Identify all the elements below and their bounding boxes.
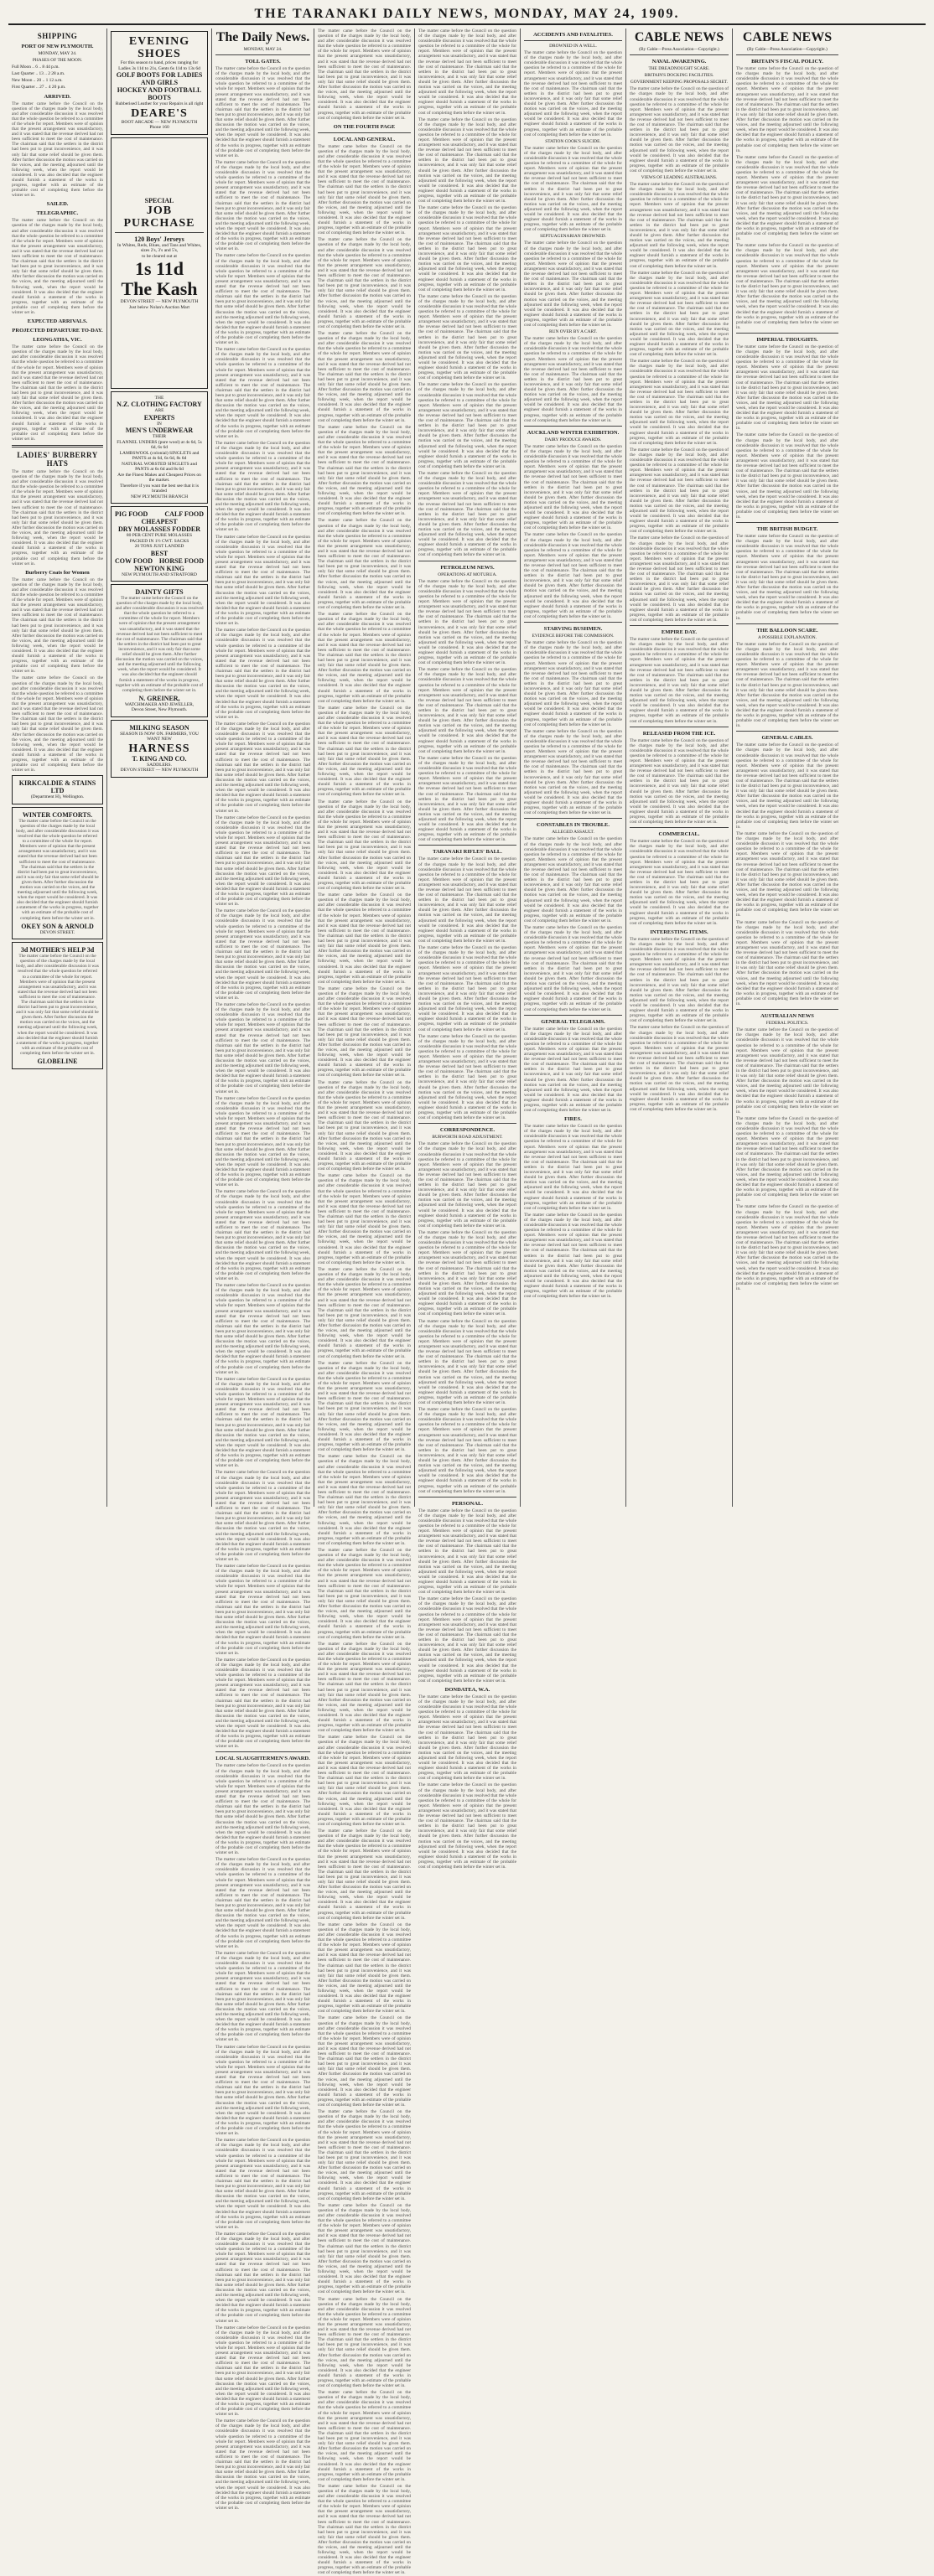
- body-text: The matter came before the Council on the question of the charges made by the local body, and after considerable discussion it was resolved that the whole question be referred to a committee of the whole for report. Members were of opinion that the present arrangement was unsatisfactory, and it was stated that the revenue derived had not been sufficient to meet the cost of maintenance. The chairman said that the settlers in the district had been put to great inconvenience, and it was only fair that some relief should be given them. After further discussion the motion was carried on the voices, and the meeting adjourned until the following week, when the report would be considered. It was also decided that the engineer should furnish a statement of the works in progress, together with an estimate of the probable cost of completing them before the winter set in.: [215, 66, 310, 158]
- body-text: The matter came before the Council on the question of the charges made by the local body, and after considerable discussion it was resolved that the whole question be referred to a committee of the whole for report. Members were of opinion that the present arrangement was unsatisfactory, and it was stated that the revenue derived had not been sufficient to meet the cost of maintenance. The chairman said that the settlers in the district had been put to great inconvenience, and it was only fair that some relief should be given them. After further discussion the motion was carried on the voices, and the meeting adjourned until the following week, when the report would be considered. It was also decided that the engineer should furnish a statement of the works in progress, together with an estimate of the probable cost of completing them before the winter set in.: [418, 1596, 516, 1684]
- accidents-heading: ACCIDENTS AND FATALITIES.: [533, 32, 613, 38]
- leongatha-heading: LEONGATHA, VIC.: [33, 337, 82, 344]
- newton-king: NEWTON KING: [134, 564, 184, 572]
- body-text: The matter came before the Council on the question of the charges made by the local body, and after considerable discussion it was resolved that the whole question be referred to a committee of the whole for report. Members were of opinion that the present arrangement was unsatisfactory, and it was stated that the revenue derived had not been sufficient to meet the cost of maintenance. The chairman said that the settlers in the district had been put to great inconvenience, and it was only fair that some relief should be given them. After further discussion the motion was carried on the voices, and the meeting adjourned until the following week, when the report would be considered. It was also decided that the engineer should furnish a statement of the works in progress, together with an estimate of the probable cost of completing them before the winter set in.: [418, 578, 516, 666]
- column-cable-2: [733, 28, 842, 1507]
- body-text: The matter came before the Council on the question of the charges made by the local body, and after considerable discussion it was resolved that the whole question be referred to a committee of the whole for report. Members were of opinion that the present arrangement was unsatisfactory, and it was stated that the revenue derived had not been sufficient to meet the cost of maintenance. The chairman said that the settlers in the district had been put to great inconvenience, and it was only fair that some relief should be given them. After further discussion the motion was carried on the voices, and the meeting adjourned until the following week, when the report would be considered. It was also decided that the engineer should furnish a statement of the works in progress, together with an estimate of the probable cost of completing them before the winter set in.: [418, 667, 516, 754]
- body-text: The matter came before the Council on the question of the charges made by the local body, and after considerable discussion it was resolved that the whole question be referred to a committee of the whole for report. Members were of opinion that the present arrangement was unsatisfactory, and it was stated that the revenue derived had not been sufficient to meet the cost of maintenance. The chairman said that the settlers in the district had been put to great inconvenience, and it was only fair that some relief should be given them. After further discussion the motion was carried on the voices, and the meeting adjourned until the following week, when the report would be considered. It was also decided that the engineer should furnish a statement of the works in progress, together with an estimate of the probable cost of completing them before the winter set in.: [418, 1694, 516, 1782]
- editorial-date: MONDAY, MAY 24.: [243, 47, 283, 52]
- toll-gates-heading: TOLL GATES.: [245, 59, 281, 65]
- body-text: The matter came before the Council on the question of the charges made by the local body, and after considerable discussion it was resolved that the whole question be referred to a committee of the whole for report. Members were of opinion that the present arrangement was unsatisfactory, and it was stated that the revenue derived had not been sufficient to meet the cost of maintenance. The chairman said that the settlers in the district had been put to great inconvenience, and it was only fair that some relief should be given them. After further discussion the motion was carried on the voices, and the meeting adjourned until the following week, when the report would be considered. It was also decided that the engineer should furnish a statement of the works in progress, together with an estimate of the probable cost of completing them before the winter set in.: [318, 2202, 411, 2295]
- body-text: The matter came before the Council on the question of the charges made by the local body, and after considerable discussion it was resolved that the whole question be referred to a committee of the whole for report. Members were of opinion that the present arrangement was unsatisfactory, and it was stated that the revenue derived had not been sufficient to meet the cost of maintenance. The chairman said that the settlers in the district had been put to great inconvenience, and it was only fair that some relief should be given them. After further discussion the motion was carried on the voices, and the meeting adjourned until the following week, when the report would be considered. It was also decided that the engineer should furnish a statement of the works in progress, together with an estimate of the probable cost of completing them before the winter set in.: [318, 1266, 411, 1359]
- okey-sub: DEVON STREET.: [39, 929, 75, 935]
- body-text: The matter came before the Council on the question of the charges made by the local body, and after considerable discussion it was resolved that the whole question be referred to a committee of the whole for report. Members were of opinion that the present arrangement was unsatisfactory, and it was stated that the revenue derived had not been sufficient to meet the cost of maintenance. The chairman said that the settlers in the district had been put to great inconvenience, and it was only fair that some relief should be given them. After further discussion the motion was carried on the voices, and the meeting adjourned until the following week, when the report would be considered. It was also decided that the engineer should furnish a statement of the works in progress, together with an estimate of the probable cost of completing them before the winter set in.: [215, 2231, 310, 2324]
- fires-heading: FIRES.: [564, 1116, 582, 1123]
- body-text: The matter came before the Council on the question of the charges made by the local body, and after considerable discussion it was resolved that the whole question be referred to a committee of the whole for report. Members were of opinion that the present arrangement was unsatisfactory, and it was stated that the revenue derived had not been sufficient to meet the cost of maintenance. The chairman said that the settlers in the district had been put to great inconvenience, and it was only fair that some relief should be given them. After further discussion the motion was carried on the voices, and the meeting adjourned until the following week, when the report would be considered. It was also decided that the engineer should furnish a statement of the works in progress, together with an estimate of the probable cost of completing them before the winter set in.: [215, 1095, 310, 1188]
- divider: [418, 845, 516, 846]
- septuagenarian-sub: SEPTUAGENARIAN DROWNED.: [540, 234, 606, 240]
- body-text: The matter came before the Council on the question of the charges made by the local body, and after considerable discussion it was resolved that the whole question be referred to a committee of the whole for report. Members were of opinion that the present arrangement was unsatisfactory, and it was stated that the revenue derived had not been sufficient to meet the cost of maintenance. The chairman said that the settlers in the district had been put to great inconvenience, and it was only fair that some relief should be given them. After further discussion the motion was carried on the voices, and the meeting adjourned until the following week, when the report would be considered. It was also decided that the engineer should furnish a statement of the works in progress, together with an estimate of the probable cost of completing them before the winter set in.: [630, 447, 729, 535]
- starving-heading: STARVING BUSHMEN.: [543, 626, 603, 633]
- body-text: The matter came before the Council on the question of the charges made by the local body, and after considerable discussion it was resolved that the whole question be referred to a committee of the whole for report. Members were of opinion that the present arrangement was unsatisfactory, and it was stated that the revenue derived had not been sufficient to meet the cost of maintenance. The chairman said that the settlers in the district had been put to great inconvenience, and it was only fair that some relief should be given them. After further discussion the motion was carried on the voices, and the meeting adjourned until the following week, when the report would be considered. It was also decided that the engineer should furnish a statement of the works in progress, together with an estimate of the probable cost of completing them before the winter set in.: [736, 1204, 838, 1291]
- body-text: The matter came before the Council on the question of the charges made by the local body, and after considerable discussion it was resolved that the whole question be referred to a committee of the whole for report. Members were of opinion that the present arrangement was unsatisfactory, and it was stated that the revenue derived had not been sufficient to meet the cost of maintenance. The chairman said that the settlers in the district had been put to great inconvenience, and it was only fair that some relief should be given them. After further discussion the motion was carried on the voices, and the meeting adjourned until the following week, when the report would be considered. It was also decided that the engineer should furnish a statement of the works in progress, together with an estimate of the probable cost of completing them before the winter set in.: [318, 1360, 411, 1453]
- body-text: The matter came before the Council on the question of the charges made by the local body, and after considerable discussion it was resolved that the whole question be referred to a committee of the whole for report. Members were of opinion that the present arrangement was unsatisfactory, and it was stated that the revenue derived had not been sufficient to meet the cost of maintenance. The chairman said that the settlers in the district had been put to great inconvenience, and it was only fair that some relief should be given them. After further discussion the motion was carried on the voices, and the meeting adjourned until the following week, when the report would be considered. It was also decided that the engineer should furnish a statement of the works in progress, together with an estimate of the probable cost of completing them before the winter set in.: [318, 612, 411, 704]
- body-text: The matter came before the Council on the question of the charges made by the local body, and after considerable discussion it was resolved that the whole question be referred to a committee of the whole for report. Members were of opinion that the present arrangement was unsatisfactory, and it was stated that the revenue derived had not been sufficient to meet the cost of maintenance. The chairman said that the settlers in the district had been put to great inconvenience, and it was only fair that some relief should be given them. After further discussion the motion was carried on the voices, and the meeting adjourned until the following week, when the report would be considered. It was also decided that the engineer should furnish a statement of the works in progress, together with an estimate of the probable cost of completing them before the winter set in.: [115, 596, 204, 693]
- general-telegrams-heading: GENERAL TELEGRAMS.: [541, 1018, 605, 1025]
- divider: [12, 445, 103, 447]
- divider: [736, 623, 838, 624]
- column-shipping: [8, 28, 107, 1507]
- body-text: The matter came before the Council on the question of the charges made by the local body, and after considerable discussion it was resolved that the whole question be referred to a committee of the whole for report. Members were of opinion that the present arrangement was unsatisfactory, and it was stated that the revenue derived had not been sufficient to meet the cost of maintenance. The chairman said that the settlers in the district had been put to great inconvenience, and it was only fair that some relief should be given them. After further discussion the motion was carried on the voices, and the meeting adjourned until the following week, when the report would be considered. It was also decided that the engineer should furnish a statement of the works in progress, together with an estimate of the probable cost of completing them before the winter set in.: [418, 470, 516, 558]
- body-text: The matter came before the Council on the question of the charges made by the local body, and after considerable discussion it was resolved that the whole question be referred to a committee of the whole for report. Members were of opinion that the present arrangement was unsatisfactory, and it was stated that the revenue derived had not been sufficient to meet the cost of maintenance. The chairman said that the settlers in the district had been put to great inconvenience, and it was only fair that some relief should be given them. After further discussion the motion was carried on the voices, and the meeting adjourned until the following week, when the report would be considered. It was also decided that the engineer should furnish a statement of the works in progress, together with an estimate of the probable cost of completing them before the winter set in.: [524, 728, 622, 816]
- body-text: The matter came before the Council on the question of the charges made by the local body, and after considerable discussion it was resolved that the whole question be referred to a committee of the whole for report. Members were of opinion that the present arrangement was unsatisfactory, and it was stated that the revenue derived had not been sufficient to meet the cost of maintenance. The chairman said that the settlers in the district had been put to great inconvenience, and it was only fair that some relief should be given them. After further discussion the motion was carried on the voices, and the meeting adjourned until the following week, when the report would be considered. It was also decided that the engineer should furnish a statement of the works in progress, together with an estimate of the probable cost of completing them before the winter set in.: [736, 830, 838, 918]
- saddlers: SADDLERS.: [147, 762, 172, 768]
- body-text: The matter came before the Council on the question of the charges made by the local body, and after considerable discussion it was resolved that the whole question be referred to a committee of the whole for report. Members were of opinion that the present arrangement was unsatisfactory, and it was stated that the revenue derived had not been sufficient to meet the cost of maintenance. The chairman said that the settlers in the district had been put to great inconvenience, and it was only fair that some relief should be given them. After further discussion the motion was carried on the voices, and the meeting adjourned until the following week, when the report would be considered. It was also decided that the engineer should furnish a statement of the works in progress, together with an estimate of the probable cost of completing them before the winter set in.: [630, 182, 729, 269]
- auckland-heading: AUCKLAND WINTER EXHIBITION.: [527, 429, 620, 436]
- boot-arcade: BOOT ARCADE — NEW PLYMOUTH: [121, 119, 198, 125]
- local-general-heading: LOCAL AND GENERAL.: [333, 136, 396, 142]
- telegraphic-heading: TELEGRAPHIC.: [36, 210, 79, 217]
- body-text: The matter came before the Council on the question of the charges made by the local body, and after considerable discussion it was resolved that the whole question be referred to a committee of the whole for report. Members were of opinion that the present arrangement was unsatisfactory, and it was stated that the revenue derived had not been sufficient to meet the cost of maintenance. The chairman said that the settlers in the district had been put to great inconvenience, and it was only fair that some relief should be given them. After further discussion the motion was carried on the voices, and the meeting adjourned until the following week, when the report would be considered. It was also decided that the engineer should furnish a statement of the works in progress, together with an estimate of the probable cost of completing them before the winter set in.: [418, 856, 516, 944]
- body-text: The matter came before the Council on the question of the charges made by the local body, and after considerable discussion it was resolved that the whole question be referred to a committee of the whole for report. Members were of opinion that the present arrangement was unsatisfactory, and it was stated that the revenue derived had not been sufficient to meet the cost of maintenance. The chairman said that the settlers in the district had been put to great inconvenience, and it was only fair that some relief should be given them. After further discussion the motion was carried on the voices, and the meeting adjourned until the following week, when the report would be considered. It was also decided that the engineer should furnish a statement of the works in progress, together with an estimate of the probable cost of completing them before the winter set in.: [736, 154, 838, 242]
- finest-line: Are the Finest Makes and Cheapest Prices on the market.: [117, 472, 201, 483]
- body-text: The matter came before the Council on the question of the charges made by the local body, and after considerable discussion it was resolved that the whole question be referred to a committee of the whole for report. Members were of opinion that the present arrangement was unsatisfactory, and it was stated that the revenue derived had not been sufficient to meet the cost of maintenance. The chairman said that the settlers in the district had been put to great inconvenience, and it was only fair that some relief should be given them. After further discussion the motion was carried on the voices, and the meeting adjourned until the following week, when the report would be considered. It was also decided that the engineer should furnish a statement of the works in progress, together with an estimate of the probable cost of completing them before the winter set in.: [524, 925, 622, 1012]
- body-text: The matter came before the Council on the question of the charges made by the local body, and after considerable discussion it was resolved that the whole question be referred to a committee of the whole for report. Members were of opinion that the present arrangement was unsatisfactory, and it was stated that the revenue derived had not been sufficient to meet the cost of maintenance. The chairman said that the settlers in the district had been put to great inconvenience, and it was only fair that some relief should be given them. After further discussion the motion was carried on the voices, and the meeting adjourned until the following week, when the report would be considered. It was also decided that the engineer should furnish a statement of the works in progress, together with an estimate of the probable cost of completing them before the winter set in.: [318, 1173, 411, 1265]
- molasses-ad: [111, 506, 208, 582]
- body-text: The matter came before the Council on the question of the charges made by the local body, and after considerable discussion it was resolved that the whole question be referred to a committee of the whole for report. Members were of opinion that the present arrangement was unsatisfactory, and it was stated that the revenue derived had not been sufficient to meet the cost of maintenance. The chairman said that the settlers in the district had been put to great inconvenience, and it was only fair that some relief should be given them. After further discussion the motion was carried on the voices, and the meeting adjourned until the following week, when the report would be considered. It was also decided that the engineer should furnish a statement of the works in progress, together with an estimate of the probable cost of completing them before the winter set in.: [736, 344, 838, 432]
- moon-phases: PHASES OF THE MOON.: [32, 58, 83, 64]
- body-text: The matter came before the Council on the question of the charges made by the local body, and after considerable discussion it was resolved that the whole question be referred to a committee of the whole for report. Members were of opinion that the present arrangement was unsatisfactory, and it was stated that the revenue derived had not been sufficient to meet the cost of maintenance. The chairman said that the settlers in the district had been put to great inconvenience, and it was only fair that some relief should be given them. After further discussion the motion was carried on the voices, and the meeting adjourned until the following week, when the report would be considered. It was also decided that the engineer should furnish a statement of the works in progress, together with an estimate of the probable cost of completing them before the winter set in.: [215, 347, 310, 439]
- views-sub: VIEWS OF LEADING AUSTRALIANS.: [641, 174, 718, 180]
- body-text: The matter came before the Council on the question of the charges made by the local body, and after considerable discussion it was resolved that the whole question be referred to a committee of the whole for report. Members were of opinion that the present arrangement was unsatisfactory, and it was stated that the revenue derived had not been sufficient to meet the cost of maintenance. The chairman said that the settlers in the district had been put to great inconvenience, and it was only fair that some relief should be given them. After further discussion the motion was carried on the voices, and the meeting adjourned until the following week, when the report would be considered. It was also decided that the engineer should furnish a statement of the works in progress, together with an estimate of the probable cost of completing them before the winter set in.: [524, 145, 622, 233]
- body-text: The matter came before the Council on the question of the charges made by the local body, and after considerable discussion it was resolved that the whole question be referred to a committee of the whole for report. Members were of opinion that the present arrangement was unsatisfactory, and it was stated that the revenue derived had not been sufficient to meet the cost of maintenance. The chairman said that the settlers in the district had been put to great inconvenience, and it was only fair that some relief should be given them. After further discussion the motion was carried on the voices, and the meeting adjourned until the following week, when the report would be considered. It was also decided that the engineer should furnish a statement of the works in progress, together with an estimate of the probable cost of completing them before the winter set in.: [318, 143, 411, 236]
- milking-season: MILKING SEASON: [129, 723, 189, 732]
- mothers-help-ad: [12, 942, 103, 1069]
- date-line: MONDAY, MAY 24.: [38, 51, 77, 56]
- evening-shoes-title: EVENING SHOES: [128, 35, 190, 60]
- divider: [524, 40, 622, 41]
- winter-heading: WINTER COMFORTS.: [22, 810, 93, 819]
- divider: [215, 1751, 310, 1752]
- kirkcaldie-ad: [12, 775, 103, 804]
- body-text: The matter came before the Council on the question of the charges made by the local body, and after considerable discussion it was resolved that the whole question be referred to a committee of the whole for report. Members were of opinion that the present arrangement was unsatisfactory, and it was stated that the revenue derived had not been sufficient to meet the cost of maintenance. The chairman said that the settlers in the district had been put to great inconvenience, and it was only fair that some relief should be given them. After further discussion the motion was carried on the voices, and the meeting adjourned until the following week, when the report would be considered. It was also decided that the engineer should furnish a statement of the works in progress, together with an estimate of the probable cost of completing them before the winter set in.: [524, 1124, 622, 1211]
- petroleum-heading: PETROLEUM NEWS.: [440, 564, 495, 571]
- body-text: The matter came before the Council on the question of the charges made by the local body, and after considerable discussion it was resolved that the whole question be referred to a committee of the whole for report. Members were of opinion that the present arrangement was unsatisfactory, and it was stated that the revenue derived had not been sufficient to meet the cost of maintenance. The chairman said that the settlers in the district had been put to great inconvenience, and it was only fair that some relief should be given them. After further discussion the motion was carried on the voices, and the meeting adjourned until the following week, when the report would be considered. It was also decided that the engineer should furnish a statement of the works in progress, together with an estimate of the probable cost of completing them before the winter set in.: [318, 799, 411, 892]
- divider: [630, 827, 729, 828]
- balloon-heading: THE BALLOON SCARE.: [756, 627, 818, 634]
- deare-name: DEARE'S: [131, 106, 188, 120]
- body-text: The matter came before the Council on the question of the charges made by the local body, and after considerable discussion it was resolved that the whole question be referred to a committee of the whole for report. Members were of opinion that the present arrangement was unsatisfactory, and it was stated that the revenue derived had not been sufficient to meet the cost of maintenance. The chairman said that the settlers in the district had been put to great inconvenience, and it was only fair that some relief should be given them. After further discussion the motion was carried on the voices, and the meeting adjourned until the following week, when the report would be considered. It was also decided that the engineer should furnish a statement of the works in progress, together with an estimate of the probable cost of completing them before the winter set in.: [318, 518, 411, 611]
- body-text: The matter came before the Council on the question of the charges made by the local body, and after considerable discussion it was resolved that the whole question be referred to a committee of the whole for report. Members were of opinion that the present arrangement was unsatisfactory, and it was stated that the revenue derived had not been sufficient to meet the cost of maintenance. The chairman said that the settlers in the district had been put to great inconvenience, and it was only fair that some relief should be given them. After further discussion the motion was carried on the voices, and the meeting adjourned until the following week, when the report would be considered. It was also decided that the engineer should furnish a statement of the works in progress, together with an estimate of the probable cost of completing them before the winter set in.: [736, 534, 838, 621]
- body-text: The matter came before the Council on the question of the charges made by the local body, and after considerable discussion it was resolved that the whole question be referred to a committee of the whole for report. Members were of opinion that the present arrangement was unsatisfactory, and it was stated that the revenue derived had not been sufficient to meet the cost of maintenance. The chairman said that the settlers in the district had been put to great inconvenience, and it was only fair that some relief should be given them. After further discussion the motion was carried on the voices, and the meeting adjourned until the following week, when the report would be considered. It was also decided that the engineer should furnish a statement of the works in progress, together with an estimate of the probable cost of completing them before the winter set in.: [736, 1027, 838, 1115]
- body-text: The matter came before the Council on the question of the charges made by the local body, and after considerable discussion it was resolved that the whole question be referred to a committee of the whole for report. Members were of opinion that the present arrangement was unsatisfactory, and it was stated that the revenue derived had not been sufficient to meet the cost of maintenance. The chairman said that the settlers in the district had been put to great inconvenience, and it was only fair that some relief should be given them. After further discussion the motion was carried on the voices, and the meeting adjourned until the following week, when the report would be considered. It was also decided that the engineer should furnish a statement of the works in progress, together with an estimate of the probable cost of completing them before the winter set in.: [215, 815, 310, 908]
- body-text: The matter came before the Council on the question of the charges made by the local body, and after considerable discussion it was resolved that the whole question be referred to a committee of the whole for report. Members were of opinion that the present arrangement was unsatisfactory, and it was stated that the revenue derived had not been sufficient to meet the cost of maintenance. The chairman said that the settlers in the district had been put to great inconvenience, and it was only fair that some relief should be given them. After further discussion the motion was carried on the voices, and the meeting adjourned until the following week, when the report would be considered. It was also decided that the engineer should furnish a statement of the works in progress, together with an estimate of the probable cost of completing them before the winter set in.: [12, 577, 103, 675]
- okey-name: OKEY SON & ARNOLD: [21, 922, 94, 930]
- dairy-sub: DAIRY PRODUCE AWARDS.: [544, 437, 602, 442]
- body-text: The matter came before the Council on the question of the charges made by the local body, and after considerable discussion it was resolved that the whole question be referred to a committee of the whole for report. Members were of opinion that the present arrangement was unsatisfactory, and it was stated that the revenue derived had not been sufficient to meet the cost of maintenance. The chairman said that the settlers in the district had been put to great inconvenience, and it was only fair that some relief should be given them. After further discussion the motion was carried on the voices, and the meeting adjourned until the following week, when the report would be considered. It was also decided that the engineer should furnish a statement of the works in progress, together with an estimate of the probable cost of completing them before the winter set in.: [318, 892, 411, 985]
- nz-their: THEIR: [152, 434, 167, 439]
- divider: [736, 1009, 838, 1010]
- kirkcaldie-name: KIRKCALDIE & STAINS LTD: [18, 779, 96, 795]
- greiner-address: Devon Street, New Plymouth.: [131, 707, 188, 713]
- body-text: The matter came before the Council on the question of the charges made by the local body, and after considerable discussion it was resolved that the whole question be referred to a committee of the whole for report. Members were of opinion that the present arrangement was unsatisfactory, and it was stated that the revenue derived had not been sufficient to meet the cost of maintenance. The chairman said that the settlers in the district had been put to great inconvenience, and it was only fair that some relief should be given them. After further discussion the motion was carried on the voices, and the meeting adjourned until the following week, when the report would be considered. It was also decided that the engineer should furnish a statement of the works in progress, together with an estimate of the probable cost of completing them before the winter set in.: [630, 270, 729, 358]
- molasses-sub: 80 PER CENT PURE MOLASSES: [126, 533, 193, 538]
- tons: 20 TONS JUST LANDED: [134, 544, 184, 549]
- body-text: The matter came before the Council on the question of the charges made by the local body, and after considerable discussion it was resolved that the whole question be referred to a committee of the whole for report. Members were of opinion that the present arrangement was unsatisfactory, and it was stated that the revenue derived had not been sufficient to meet the cost of maintenance. The chairman said that the settlers in the district had been put to great inconvenience, and it was only fair that some relief should be given them. After further discussion the motion was carried on the voices, and the meeting adjourned until the following week, when the report would be considered. It was also decided that the engineer should furnish a statement of the works in progress, together with an estimate of the probable cost of completing them before the winter set in.: [524, 50, 622, 137]
- globeline: GLOBELINE: [37, 1058, 78, 1065]
- body-text: The matter came before the Council on the question of the charges made by the local body, and after considerable discussion it was resolved that the whole question be referred to a committee of the whole for report. Members were of opinion that the present arrangement was unsatisfactory, and it was stated that the revenue derived had not been sufficient to meet the cost of maintenance. The chairman said that the settlers in the district had been put to great inconvenience, and it was only fair that some relief should be given them. After further discussion the motion was carried on the voices, and the meeting adjourned until the following week, when the report would be considered. It was also decided that the engineer should furnish a statement of the works in progress, together with an estimate of the probable cost of completing them before the winter set in.: [630, 839, 729, 926]
- body-text: The matter came before the Council on the question of the charges made by the local body, and after considerable discussion it was resolved that the whole question be referred to a committee of the whole for report. Members were of opinion that the present arrangement was unsatisfactory, and it was stated that the revenue derived had not been sufficient to meet the cost of maintenance. The chairman said that the settlers in the district had been put to great inconvenience, and it was only fair that some relief should be given them. After further discussion the motion was carried on the voices, and the meeting adjourned until the following week, when the report would be considered. It was also decided that the engineer should furnish a statement of the works in progress, together with an estimate of the probable cost of completing them before the winter set in.: [318, 1922, 411, 2015]
- column-local: [314, 28, 415, 2576]
- body-text: The matter came before the Council on the question of the charges made by the local body, and after considerable discussion it was resolved that the whole question be referred to a committee of the whole for report. Members were of opinion that the present arrangement was unsatisfactory, and it was stated that the revenue derived had not been sufficient to meet the cost of maintenance. The chairman said that the settlers in the district had been put to great inconvenience, and it was only fair that some relief should be given them. After further discussion the motion was carried on the voices, and the meeting adjourned until the following week, when the report would be considered. It was also decided that the engineer should furnish a statement of the works in progress, together with an estimate of the probable cost of completing them before the winter set in.: [524, 336, 622, 423]
- evidence-sub: EVIDENCE BEFORE THE COMMISSION.: [532, 634, 615, 639]
- branch-line: NEW PLYMOUTH BRANCH: [130, 494, 189, 499]
- body-text: The matter came before the Council on the question of the charges made by the local body, and after considerable discussion it was resolved that the whole question be referred to a committee of the whole for report. Members were of opinion that the present arrangement was unsatisfactory, and it was stated that the revenue derived had not been sufficient to meet the cost of maintenance. The chairman said that the settlers in the district had been put to great inconvenience, and it was only fair that some relief should be given them. After further discussion the motion was carried on the voices, and the meeting adjourned until the following week, when the report would be considered. It was also decided that the engineer should furnish a statement of the works in progress, together with an estimate of the probable cost of completing them before the winter set in.: [215, 1950, 310, 2043]
- divider: [736, 333, 838, 334]
- newton-sub: NEW PLYMOUTH AND STRATFORD: [122, 572, 197, 577]
- special-line: SPECIAL: [144, 196, 174, 204]
- body-text: The matter came before the Council on the question of the charges made by the local body, and after considerable discussion it was resolved that the whole question be referred to a committee of the whole for report. Members were of opinion that the present arrangement was unsatisfactory, and it was stated that the revenue derived had not been sufficient to meet the cost of maintenance. The chairman said that the settlers in the district had been put to great inconvenience, and it was only fair that some relief should be given them. After further discussion the motion was carried on the voices, and the meeting adjourned until the following week, when the report would be considered. It was also decided that the engineer should furnish a statement of the works in progress, together with an estimate of the probable cost of completing them before the winter set in.: [418, 1318, 516, 1405]
- divider: [736, 54, 838, 55]
- body-text: The matter came before the Council on the question of the charges made by the local body, and after considerable discussion it was resolved that the whole question be referred to a committee of the whole for report. Members were of opinion that the present arrangement was unsatisfactory, and it was stated that the revenue derived had not been sufficient to meet the cost of maintenance. The chairman said that the settlers in the district had been put to great inconvenience, and it was only fair that some relief should be given them. After further discussion the motion was carried on the voices, and the meeting adjourned until the following week, when the report would be considered. It was also decided that the engineer should furnish a statement of the works in progress, together with an estimate of the probable cost of completing them before the winter set in.: [215, 1857, 310, 1949]
- body-text: The matter came before the Council on the question of the charges made by the local body, and after considerable discussion it was resolved that the whole question be referred to a committee of the whole for report. Members were of opinion that the present arrangement was unsatisfactory, and it was stated that the revenue derived had not been sufficient to meet the cost of maintenance. The chairman said that the settlers in the district had been put to great inconvenience, and it was only fair that some relief should be given them. After further discussion the motion was carried on the voices, and the meeting adjourned until the following week, when the report would be considered. It was also decided that the engineer should furnish a statement of the works in progress, together with an estimate of the probable cost of completing them before the winter set in.: [736, 66, 838, 153]
- constables-heading: CONSTABLES IN TROUBLE.: [537, 822, 610, 829]
- divider: [115, 232, 204, 233]
- divider: [524, 1015, 622, 1016]
- slaughtermen-heading: LOCAL SLAUGHTERMEN'S AWARD.: [215, 1756, 310, 1762]
- govt-sub: GOVERNMENT KEEPING PROPOSALS SECRET.: [630, 80, 729, 85]
- body-text: The matter came before the Council on the question of the charges made by the local body, and after considerable discussion it was resolved that the whole question be referred to a committee of the whole for report. Members were of opinion that the present arrangement was unsatisfactory, and it was stated that the revenue derived had not been sufficient to meet the cost of maintenance. The chairman said that the settlers in the district had been put to great inconvenience, and it was only fair that some relief should be given them. After further discussion the motion was carried on the voices, and the meeting adjourned until the following week, when the report would be considered. It was also decided that the engineer should furnish a statement of the works in progress, together with an estimate of the probable cost of completing them before the winter set in.: [215, 908, 310, 1001]
- body-text: The matter came before the Council on the question of the charges made by the local body, and after considerable discussion it was resolved that the whole question be referred to a committee of the whole for report. Members were of opinion that the present arrangement was unsatisfactory, and it was stated that the revenue derived had not been sufficient to meet the cost of maintenance. The chairman said that the settlers in the district had been put to great inconvenience, and it was only fair that some relief should be given them. After further discussion the motion was carried on the voices, and the meeting adjourned until the following week, when the report would be considered. It was also decided that the engineer should furnish a statement of the works in progress, together with an estimate of the probable cost of completing them before the winter set in.: [12, 468, 103, 566]
- kirkcaldie-sub: (Department H), Wellington.: [30, 794, 85, 800]
- dainty-gifts: DAINTY GIFTS: [135, 588, 184, 596]
- body-text: The matter came before the Council on the question of the charges made by the local body, and after considerable discussion it was resolved that the whole question be referred to a committee of the whole for report. Members were of opinion that the present arrangement was unsatisfactory, and it was stated that the revenue derived had not been sufficient to meet the cost of maintenance. The chairman said that the settlers in the district had been put to great inconvenience, and it was only fair that some relief should be given them. After further discussion the motion was carried on the voices, and the meeting adjourned until the following week, when the report would be considered. It was also decided that the engineer should furnish a statement of the works in progress, together with an estimate of the probable cost of completing them before the winter set in.: [318, 1735, 411, 1827]
- divider: [524, 426, 622, 427]
- body-text: The matter came before the Council on the question of the charges made by the local body, and after considerable discussion it was resolved that the whole question be referred to a committee of the whole for report. Members were of opinion that the present arrangement was unsatisfactory, and it was stated that the revenue derived had not been sufficient to meet the cost of maintenance. The chairman said that the settlers in the district had been put to great inconvenience, and it was only fair that some relief should be given them. After further discussion the motion was carried on the voices, and the meeting adjourned until the following week, when the report would be considered. It was also decided that the engineer should furnish a statement of the works in progress, together with an estimate of the probable cost of completing them before the winter set in.: [318, 1548, 411, 1640]
- divider: [736, 522, 838, 523]
- editorial-title: The Daily News.: [215, 30, 310, 44]
- body-text: The matter came before the Council on the question of the charges made by the local body, and after considerable discussion it was resolved that the whole question be referred to a committee of the whole for report. Members were of opinion that the present arrangement was unsatisfactory, and it was stated that the revenue derived had not been sufficient to meet the cost of maintenance. The chairman said that the settlers in the district had been put to great inconvenience, and it was only fair that some relief should be given them. After further discussion the motion was carried on the voices, and the meeting adjourned until the following week, when the report would be considered. It was also decided that the engineer should furnish a statement of the works in progress, together with an estimate of the probable cost of completing them before the winter set in.: [12, 344, 103, 442]
- body-text: The matter came before the Council on the question of the charges made by the local body, and after considerable discussion it was resolved that the whole question be referred to a committee of the whole for report. Members were of opinion that the present arrangement was unsatisfactory, and it was stated that the revenue derived had not been sufficient to meet the cost of maintenance. The chairman said that the settlers in the district had been put to great inconvenience, and it was only fair that some relief should be given them. After further discussion the motion was carried on the voices, and the meeting adjourned until the following week, when the report would be considered. It was also decided that the engineer should furnish a statement of the works in progress, together with an estimate of the probable cost of completing them before the winter set in.: [524, 1026, 622, 1114]
- expected-heading: EXPECTED ARRIVALS.: [27, 318, 88, 325]
- cleared-line: to be cleared out at: [142, 253, 177, 259]
- body-text: The matter came before the Council on the question of the charges made by the local body, and after considerable discussion it was resolved that the whole question be referred to a committee of the whole for report. Members were of opinion that the present arrangement was unsatisfactory, and it was stated that the revenue derived had not been sufficient to meet the cost of maintenance. The chairman said that the settlers in the district had been put to great inconvenience, and it was only fair that some relief should be given them. After further discussion the motion was carried on the voices, and the meeting adjourned until the following week, when the report would be considered. It was also decided that the engineer should furnish a statement of the works in progress, together with an estimate of the probable cost of completing them before the winter set in.: [418, 28, 516, 116]
- colours-line: In Whites, Reds, Blues, and Tans and Whites, sizes 2's, 3's and 5's,: [117, 242, 202, 253]
- rubber-line: Rubberised Leather for your Repairs is all right: [115, 101, 204, 106]
- dreadnought-sub: THE DREADNOUGHT SCARE.: [648, 66, 710, 72]
- horse-food: HORSE FOOD: [158, 556, 204, 565]
- body-text: The matter came before the Council on the question of the charges made by the local body, and after considerable discussion it was resolved that the whole question be referred to a committee of the whole for report. Members were of opinion that the present arrangement was unsatisfactory, and it was stated that the revenue derived had not been sufficient to meet the cost of maintenance. The chairman said that the settlers in the district had been put to great inconvenience, and it was only fair that some relief should be given them. After further discussion the motion was carried on the voices, and the meeting adjourned until the following week, when the report would be considered. It was also decided that the engineer should furnish a statement of the works in progress, together with an estimate of the probable cost of completing them before the winter set in.: [318, 2296, 411, 2389]
- body-text: The matter came before the Council on the question of the charges made by the local body, and after considerable discussion it was resolved that the whole question be referred to a committee of the whole for report. Members were of opinion that the present arrangement was unsatisfactory, and it was stated that the revenue derived had not been sufficient to meet the cost of maintenance. The chairman said that the settlers in the district had been put to great inconvenience, and it was only fair that some relief should be given them. After further discussion the motion was carried on the voices, and the meeting adjourned until the following week, when the report would be considered. It was also decided that the engineer should furnish a statement of the works in progress, together with an estimate of the probable cost of completing them before the winter set in.: [12, 101, 103, 199]
- body-text: The matter came before the Council on the question of the charges made by the local body, and after considerable discussion it was resolved that the whole question be referred to a committee of the whole for report. Members were of opinion that the present arrangement was unsatisfactory, and it was stated that the revenue derived had not been sufficient to meet the cost of maintenance. The chairman said that the settlers in the district had been put to great inconvenience, and it was only fair that some relief should be given them. After further discussion the motion was carried on the voices, and the meeting adjourned until the following week, when the report would be considered. It was also decided that the engineer should furnish a statement of the works in progress, together with an estimate of the probable cost of completing them before the winter set in.: [418, 755, 516, 843]
- interesting-heading: INTERESTING ITEMS.: [650, 928, 708, 935]
- body-text: The matter came before the Council on the question of the charges made by the local body, and after considerable discussion it was resolved that the whole question be referred to a committee of the whole for report. Members were of opinion that the present arrangement was unsatisfactory, and it was stated that the revenue derived had not been sufficient to meet the cost of maintenance. The chairman said that the settlers in the district had been put to great inconvenience, and it was only fair that some relief should be given them. After further discussion the motion was carried on the voices, and the meeting adjourned until the following week, when the report would be considered. It was also decided that the engineer should furnish a statement of the works in progress, together with an estimate of the probable cost of completing them before the winter set in.: [16, 954, 99, 1056]
- shipping-heading: SHIPPING: [37, 32, 78, 40]
- nz-underwear: MEN'S UNDERWEAR: [125, 427, 194, 434]
- body-text: The matter came before the Council on the question of the charges made by the local body, and after considerable discussion it was resolved that the whole question be referred to a committee of the whole for report. Members were of opinion that the present arrangement was unsatisfactory, and it was stated that the revenue derived had not been sufficient to meet the cost of maintenance. The chairman said that the settlers in the district had been put to great inconvenience, and it was only fair that some relief should be given them. After further discussion the motion was carried on the voices, and the meeting adjourned until the following week, when the report would be considered. It was also decided that the engineer should furnish a statement of the works in progress, together with an estimate of the probable cost of completing them before the winter set in.: [318, 237, 411, 329]
- jerseys-line: 120 Boys' Jerseys: [134, 235, 184, 243]
- harness-ad: [111, 720, 208, 778]
- body-text: The matter came before the Council on the question of the charges made by the local body, and after considerable discussion it was resolved that the whole question be referred to a committee of the whole for report. Members were of opinion that the present arrangement was unsatisfactory, and it was stated that the revenue derived had not been sufficient to meet the cost of maintenance. The chairman said that the settlers in the district had been put to great inconvenience, and it was only fair that some relief should be given them. After further discussion the motion was carried on the voices, and the meeting adjourned until the following week, when the report would be considered. It was also decided that the engineer should furnish a statement of the works in progress, together with an estimate of the probable cost of completing them before the winter set in.: [318, 2015, 411, 2108]
- cheapest: CHEAPEST: [141, 518, 178, 525]
- body-text: The matter came before the Council on the question of the charges made by the local body, and after considerable discussion it was resolved that the whole question be referred to a committee of the whole for report. Members were of opinion that the present arrangement was unsatisfactory, and it was stated that the revenue derived had not been sufficient to meet the cost of maintenance. The chairman said that the settlers in the district had been put to great inconvenience, and it was only fair that some relief should be given them. After further discussion the motion was carried on the voices, and the meeting adjourned until the following week, when the report would be considered. It was also decided that the engineer should furnish a statement of the works in progress, together with an estimate of the probable cost of completing them before the winter set in.: [418, 116, 516, 204]
- body-text: The matter came before the Council on the question of the charges made by the local body, and after considerable discussion it was resolved that the whole question be referred to a committee of the whole for report. Members were of opinion that the present arrangement was unsatisfactory, and it was stated that the revenue derived had not been sufficient to meet the cost of maintenance. The chairman said that the settlers in the district had been put to great inconvenience, and it was only fair that some relief should be given them. After further discussion the motion was carried on the voices, and the meeting adjourned until the following week, when the report would be considered. It was also decided that the engineer should furnish a statement of the works in progress, together with an estimate of the probable cost of completing them before the winter set in.: [630, 535, 729, 623]
- evening-sub: For this season to hand, prices ranging for Ladies 3s 11d to 21s, Gents 6s 11d to 13s 6d: [118, 60, 200, 71]
- pig-food: PIG FOOD: [115, 510, 148, 518]
- body-text: The matter came before the Council on the question of the charges made by the local body, and after considerable discussion it was resolved that the whole question be referred to a committee of the whole for report. Members were of opinion that the present arrangement was unsatisfactory, and it was stated that the revenue derived had not been sufficient to meet the cost of maintenance. The chairman said that the settlers in the district had been put to great inconvenience, and it was only fair that some relief should be given them. After further discussion the motion was carried on the voices, and the meeting adjourned until the following week, when the report would be considered. It was also decided that the engineer should furnish a statement of the works in progress, together with an estimate of the probable cost of completing them before the winter set in.: [524, 241, 622, 328]
- packed: PACKED IN 1½ CWT. SACKS: [129, 538, 189, 544]
- body-text: The matter came before the Council on the question of the charges made by the local body, and after considerable discussion it was resolved that the whole question be referred to a committee of the whole for report. Members were of opinion that the present arrangement was unsatisfactory, and it was stated that the revenue derived had not been sufficient to meet the cost of maintenance. The chairman said that the settlers in the district had been put to great inconvenience, and it was only fair that some relief should be given them. After further discussion the motion was carried on the voices, and the meeting adjourned until the following week, when the report would be considered. It was also decided that the engineer should furnish a statement of the works in progress, together with an estimate of the probable cost of completing them before the winter set in.: [418, 945, 516, 1032]
- hockey-line: HOCKEY AND FOOTBALL BOOTS: [117, 86, 202, 101]
- body-text: The matter came before the Council on the question of the charges made by the local body, and after considerable discussion it was resolved that the whole question be referred to a committee of the whole for report. Members were of opinion that the present arrangement was unsatisfactory, and it was stated that the revenue derived had not been sufficient to meet the cost of maintenance. The chairman said that the settlers in the district had been put to great inconvenience, and it was only fair that some relief should be given them. After further discussion the motion was carried on the voices, and the meeting adjourned until the following week, when the report would be considered. It was also decided that the engineer should furnish a statement of the works in progress, together with an estimate of the probable cost of completing them before the winter set in.: [318, 2390, 411, 2482]
- body-text: The matter came before the Council on the question of the charges made by the local body, and after considerable discussion it was resolved that the whole question be referred to a committee of the whole for report. Members were of opinion that the present arrangement was unsatisfactory, and it was stated that the revenue derived had not been sufficient to meet the cost of maintenance. The chairman said that the settlers in the district had been put to great inconvenience, and it was only fair that some relief should be given them. After further discussion the motion was carried on the voices, and the meeting adjourned until the following week, when the report would be considered. It was also decided that the engineer should furnish a statement of the works in progress, together with an estimate of the probable cost of completing them before the winter set in.: [318, 28, 411, 121]
- body-text: The matter came before the Council on the question of the charges made by the local body, and after considerable discussion it was resolved that the whole question be referred to a committee of the whole for report. Members were of opinion that the present arrangement was unsatisfactory, and it was stated that the revenue derived had not been sufficient to meet the cost of maintenance. The chairman said that the settlers in the district had been put to great inconvenience, and it was only fair that some relief should be given them. After further discussion the motion was carried on the voices, and the meeting adjourned until the following week, when the report would be considered. It was also decided that the engineer should furnish a statement of the works in progress, together with an estimate of the probable cost of completing them before the winter set in.: [215, 1564, 310, 1656]
- body-text: The matter came before the Council on the question of the charges made by the local body, and after considerable discussion it was resolved that the whole question be referred to a committee of the whole for report. Members were of opinion that the present arrangement was unsatisfactory, and it was stated that the revenue derived had not been sufficient to meet the cost of maintenance. The chairman said that the settlers in the district had been put to great inconvenience, and it was only fair that some relief should be given them. After further discussion the motion was carried on the voices, and the meeting adjourned until the following week, when the report would be considered. It was also decided that the engineer should furnish a statement of the works in progress, together with an estimate of the probable cost of completing them before the winter set in.: [215, 1189, 310, 1281]
- body-text: The matter came before the Council on the question of the charges made by the local body, and after considerable discussion it was resolved that the whole question be referred to a committee of the whole for report. Members were of opinion that the present arrangement was unsatisfactory, and it was stated that the revenue derived had not been sufficient to meet the cost of maintenance. The chairman said that the settlers in the district had been put to great inconvenience, and it was only fair that some relief should be given them. After further discussion the motion was carried on the voices, and the meeting adjourned until the following week, when the report would be considered. It was also decided that the engineer should furnish a statement of the works in progress, together with an estimate of the probable cost of completing them before the winter set in.: [736, 919, 838, 1007]
- body-text: The matter came before the Council on the question of the charges made by the local body, and after considerable discussion it was resolved that the whole question be referred to a committee of the whole for report. Members were of opinion that the present arrangement was unsatisfactory, and it was stated that the revenue derived had not been sufficient to meet the cost of maintenance. The chairman said that the settlers in the district had been put to great inconvenience, and it was only fair that some relief should be given them. After further discussion the motion was carried on the voices, and the meeting adjourned until the following week, when the report would be considered. It was also decided that the engineer should furnish a statement of the works in progress, together with an estimate of the probable cost of completing them before the winter set in.: [630, 936, 729, 1024]
- body-text: The matter came before the Council on the question of the charges made by the local body, and after considerable discussion it was resolved that the whole question be referred to a committee of the whole for report. Members were of opinion that the present arrangement was unsatisfactory, and it was stated that the revenue derived had not been sufficient to meet the cost of maintenance. The chairman said that the settlers in the district had been put to great inconvenience, and it was only fair that some relief should be given them. After further discussion the motion was carried on the voices, and the meeting adjourned until the following week, when the report would be considered. It was also decided that the engineer should furnish a statement of the works in progress, together with an estimate of the probable cost of completing them before the winter set in.: [215, 628, 310, 720]
- body-text: The matter came before the Council on the question of the charges made by the local body, and after considerable discussion it was resolved that the whole question be referred to a committee of the whole for report. Members were of opinion that the present arrangement was unsatisfactory, and it was stated that the revenue derived had not been sufficient to meet the cost of maintenance. The chairman said that the settlers in the district had been put to great inconvenience, and it was only fair that some relief should be given them. After further discussion the motion was carried on the voices, and the meeting adjourned until the following week, when the report would be considered. It was also decided that the engineer should furnish a statement of the works in progress, together with an estimate of the probable cost of completing them before the winter set in.: [418, 1407, 516, 1494]
- greiner-name: N. GREINER,: [138, 694, 180, 702]
- kash-address: DEVON STREET — NEW PLYMOUTH: [120, 299, 199, 304]
- personal-heading: PERSONAL.: [451, 1500, 484, 1507]
- body-text: The matter came before the Council on the question of the charges made by the local body, and after considerable discussion it was resolved that the whole question be referred to a committee of the whole for report. Members were of opinion that the present arrangement was unsatisfactory, and it was stated that the revenue derived had not been sufficient to meet the cost of maintenance. The chairman said that the settlers in the district had been put to great inconvenience, and it was only fair that some relief should be given them. After further discussion the motion was carried on the voices, and the meeting adjourned until the following week, when the report would be considered. It was also decided that the engineer should furnish a statement of the works in progress, together with an estimate of the probable cost of completing them before the winter set in.: [630, 637, 729, 724]
- evening-shoes-ad: [111, 31, 208, 135]
- body-text: The matter came before the Council on the question of the charges made by the local body, and after considerable discussion it was resolved that the whole question be referred to a committee of the whole for report. Members were of opinion that the present arrangement was unsatisfactory, and it was stated that the revenue derived had not been sufficient to meet the cost of maintenance. The chairman said that the settlers in the district had been put to great inconvenience, and it was only fair that some relief should be given them. After further discussion the motion was carried on the voices, and the meeting adjourned until the following week, when the report would be considered. It was also decided that the engineer should furnish a statement of the works in progress, together with an estimate of the probable cost of completing them before the winter set in.: [630, 86, 729, 173]
- greiner-sub: WATCHMAKER AND JEWELLER,: [124, 701, 195, 707]
- nz-clothing-ad: [111, 391, 208, 504]
- cable-sub: (By Cable—Press Association—Copyright.): [639, 47, 719, 52]
- nz-in: IN: [157, 421, 162, 427]
- body-text: The matter came before the Council on the question of the charges made by the local body, and after considerable discussion it was resolved that the whole question be referred to a committee of the whole for report. Members were of opinion that the present arrangement was unsatisfactory, and it was stated that the revenue derived had not been sufficient to meet the cost of maintenance. The chairman said that the settlers in the district had been put to great inconvenience, and it was only fair that some relief should be given them. After further discussion the motion was carried on the voices, and the meeting adjourned until the following week, when the report would be considered. It was also decided that the engineer should furnish a statement of the works in progress, together with an estimate of the probable cost of completing them before the winter set in.: [630, 1025, 729, 1112]
- columns: [8, 28, 926, 2576]
- phone: Phone 160: [149, 125, 169, 130]
- calf-food: CALF FOOD: [164, 510, 204, 518]
- body-text: The matter came before the Council on the question of the charges made by the local body, and after considerable discussion it was resolved that the whole question be referred to a committee of the whole for report. Members were of opinion that the present arrangement was unsatisfactory, and it was stated that the revenue derived had not been sufficient to meet the cost of maintenance. The chairman said that the settlers in the district had been put to great inconvenience, and it was only fair that some relief should be given them. After further discussion the motion was carried on the voices, and the meeting adjourned until the following week, when the report would be considered. It was also decided that the engineer should furnish a statement of the works in progress, together with an estimate of the probable cost of completing them before the winter set in.: [215, 253, 310, 346]
- body-text: The matter came before the Council on the question of the charges made by the local body, and after considerable discussion it was resolved that the whole question be referred to a committee of the whole for report. Members were of opinion that the present arrangement was unsatisfactory, and it was stated that the revenue derived had not been sufficient to meet the cost of maintenance. The chairman said that the settlers in the district had been put to great inconvenience, and it was only fair that some relief should be given them. After further discussion the motion was carried on the voices, and the meeting adjourned until the following week, when the report would be considered. It was also decided that the engineer should furnish a statement of the works in progress, together with an estimate of the probable cost of completing them before the winter set in.: [736, 243, 838, 330]
- column-cable-1: [626, 28, 733, 1507]
- kash-ad: [111, 137, 208, 389]
- body-text: The matter came before the Council on the question of the charges made by the local body, and after considerable discussion it was resolved that the whole question be referred to a committee of the whole for report. Members were of opinion that the present arrangement was unsatisfactory, and it was stated that the revenue derived had not been sufficient to meet the cost of maintenance. The chairman said that the settlers in the district had been put to great inconvenience, and it was only fair that some relief should be given them. After further discussion the motion was carried on the voices, and the meeting adjourned until the following week, when the report would be considered. It was also decided that the engineer should furnish a statement of the works in progress, together with an estimate of the probable cost of completing them before the winter set in.: [736, 1115, 838, 1203]
- golf-line: GOLF BOOTS FOR LADIES AND GIRLS: [116, 71, 203, 86]
- body-text: The matter came before the Council on the question of the charges made by the local body, and after considerable discussion it was resolved that the whole question be referred to a committee of the whole for report. Members were of opinion that the present arrangement was unsatisfactory, and it was stated that the revenue derived had not been sufficient to meet the cost of maintenance. The chairman said that the settlers in the district had been put to great inconvenience, and it was only fair that some relief should be given them. After further discussion the motion was carried on the voices, and the meeting adjourned until the following week, when the report would be considered. It was also decided that the engineer should furnish a statement of the works in progress, together with an estimate of the probable cost of completing them before the winter set in.: [215, 2138, 310, 2230]
- ladies-hats-heading: LADIES' BURBERRY HATS: [17, 450, 98, 468]
- divider: [630, 54, 729, 55]
- winter-comforts-ad: [12, 807, 103, 939]
- body-text: The matter came before the Council on the question of the charges made by the local body, and after considerable discussion it was resolved that the whole question be referred to a committee of the whole for report. Members were of opinion that the present arrangement was unsatisfactory, and it was stated that the revenue derived had not been sufficient to meet the cost of maintenance. The chairman said that the settlers in the district had been put to great inconvenience, and it was only fair that some relief should be given them. After further discussion the motion was carried on the voices, and the meeting adjourned until the following week, when the report would be considered. It was also decided that the engineer should furnish a statement of the works in progress, together with an estimate of the probable cost of completing them before the winter set in.: [736, 742, 838, 830]
- alleged-sub: ALLEGED ASSAULT.: [552, 830, 594, 835]
- body-text: The matter came before the Council on the question of the charges made by the local body, and after considerable discussion it was resolved that the whole question be referred to a committee of the whole for report. Members were of opinion that the present arrangement was unsatisfactory, and it was stated that the revenue derived had not been sufficient to meet the cost of maintenance. The chairman said that the settlers in the district had been put to great inconvenience, and it was only fair that some relief should be given them. After further discussion the motion was carried on the voices, and the meeting adjourned until the following week, when the report would be considered. It was also decided that the engineer should furnish a statement of the works in progress, together with an estimate of the probable cost of completing them before the winter set in.: [418, 1033, 516, 1121]
- harness: HARNESS: [128, 742, 190, 755]
- body-text: The matter came before the Council on the question of the charges made by the local body, and after considerable discussion it was resolved that the whole question be referred to a committee of the whole for report. Members were of opinion that the present arrangement was unsatisfactory, and it was stated that the revenue derived had not been sufficient to meet the cost of maintenance. The chairman said that the settlers in the district had been put to great inconvenience, and it was only fair that some relief should be given them. After further discussion the motion was carried on the voices, and the meeting adjourned until the following week, when the report would be considered. It was also decided that the engineer should furnish a statement of the works in progress, together with an estimate of the probable cost of completing them before the winter set in.: [418, 1229, 516, 1317]
- season-line: SEASON IS NOW ON. FARMERS, YOU WANT NEW: [120, 731, 199, 742]
- dondatea-heading: DONDATEA, W.A.: [444, 1686, 490, 1693]
- moon-row: First Quarter .. 27 .. 4 20 p.m.: [12, 85, 66, 91]
- body-text: The matter came before the Council on the question of the charges made by the local body, and after considerable discussion it was resolved that the whole question be referred to a committee of the whole for report. Members were of opinion that the present arrangement was unsatisfactory, and it was stated that the revenue derived had not been sufficient to meet the cost of maintenance. The chairman said that the settlers in the district had been put to great inconvenience, and it was only fair that some relief should be given them. After further discussion the motion was carried on the voices, and the meeting adjourned until the following week, when the report would be considered. It was also decided that the engineer should furnish a statement of the works in progress, together with an estimate of the probable cost of completing them before the winter set in.: [524, 532, 622, 619]
- moon-row: Full Moon .. 6 .. 8 44 p.m.: [12, 65, 60, 70]
- body-text: The matter came before the Council on the question of the charges made by the local body, and after considerable discussion it was resolved that the whole question be referred to a committee of the whole for report. Members were of opinion that the present arrangement was unsatisfactory, and it was stated that the revenue derived had not been sufficient to meet the cost of maintenance. The chairman said that the settlers in the district had been put to great inconvenience, and it was only fair that some relief should be given them. After further discussion the motion was carried on the voices, and the meeting adjourned until the following week, when the report would be considered. It was also decided that the engineer should furnish a statement of the works in progress, together with an estimate of the probable cost of completing them before the winter set in.: [318, 331, 411, 423]
- divider: [630, 625, 729, 626]
- body-text: The matter came before the Council on the question of the charges made by the local body, and after considerable discussion it was resolved that the whole question be referred to a committee of the whole for report. Members were of opinion that the present arrangement was unsatisfactory, and it was stated that the revenue derived had not been sufficient to meet the cost of maintenance. The chairman said that the settlers in the district had been put to great inconvenience, and it was only fair that some relief should be given them. After further discussion the motion was carried on the voices, and the meeting adjourned until the following week, when the report would be considered. It was also decided that the engineer should furnish a statement of the works in progress, together with an estimate of the probable cost of completing them before the winter set in.: [318, 1829, 411, 1921]
- body-text: The matter came before the Council on the question of the charges made by the local body, and after considerable discussion it was resolved that the whole question be referred to a committee of the whole for report. Members were of opinion that the present arrangement was unsatisfactory, and it was stated that the revenue derived had not been sufficient to meet the cost of maintenance. The chairman said that the settlers in the district had been put to great inconvenience, and it was only fair that some relief should be given them. After further discussion the motion was carried on the voices, and the meeting adjourned until the following week, when the report would be considered. It was also decided that the engineer should furnish a statement of the works in progress, together with an estimate of the probable cost of completing them before the winter set in.: [318, 424, 411, 517]
- projected-heading: PROJECTED DEPARTURE TO-DAY.: [12, 328, 103, 334]
- divider: [318, 132, 411, 133]
- body-text: The matter came before the Council on the question of the charges made by the local body, and after considerable discussion it was resolved that the whole question be referred to a committee of the whole for report. Members were of opinion that the present arrangement was unsatisfactory, and it was stated that the revenue derived had not been sufficient to meet the cost of maintenance. The chairman said that the settlers in the district had been put to great inconvenience, and it was only fair that some relief should be given them. After further discussion the motion was carried on the voices, and the meeting adjourned until the following week, when the report would be considered. It was also decided that the engineer should furnish a statement of the works in progress, together with an estimate of the probable cost of completing them before the winter set in.: [418, 1508, 516, 1596]
- body-text: The matter came before the Council on the question of the charges made by the local body, and after considerable discussion it was resolved that the whole question be referred to a committee of the whole for report. Members were of opinion that the present arrangement was unsatisfactory, and it was stated that the revenue derived had not been sufficient to meet the cost of maintenance. The chairman said that the settlers in the district had been put to great inconvenience, and it was only fair that some relief should be given them. After further discussion the motion was carried on the voices, and the meeting adjourned until the following week, when the report would be considered. It was also decided that the engineer should furnish a statement of the works in progress, together with an estimate of the probable cost of completing them before the winter set in.: [16, 818, 99, 921]
- body-text: The matter came before the Council on the question of the charges made by the local body, and after considerable discussion it was resolved that the whole question be referred to a committee of the whole for report. Members were of opinion that the present arrangement was unsatisfactory, and it was stated that the revenue derived had not been sufficient to meet the cost of maintenance. The chairman said that the settlers in the district had been put to great inconvenience, and it was only fair that some relief should be given them. After further discussion the motion was carried on the voices, and the meeting adjourned until the following week, when the report would be considered. It was also decided that the engineer should furnish a statement of the works in progress, together with an estimate of the probable cost of completing them before the winter set in.: [418, 293, 516, 381]
- operations-sub: OPERATIONS AT MOTURUA.: [438, 572, 497, 577]
- tking-address: DEVON STREET — NEW PLYMOUTH: [120, 768, 199, 773]
- column-petroleum: [415, 28, 521, 1870]
- body-text: The matter came before the Council on the question of the charges made by the local body, and after considerable discussion it was resolved that the whole question be referred to a committee of the whole for report. Members were of opinion that the present arrangement was unsatisfactory, and it was stated that the revenue derived had not been sufficient to meet the cost of maintenance. The chairman said that the settlers in the district had been put to great inconvenience, and it was only fair that some relief should be given them. After further discussion the motion was carried on the voices, and the meeting adjourned until the following week, when the report would be considered. It was also decided that the engineer should furnish a statement of the works in progress, together with an estimate of the probable cost of completing them before the winter set in.: [215, 440, 310, 533]
- body-text: The matter came before the Council on the question of the charges made by the local body, and after considerable discussion it was resolved that the whole question be referred to a committee of the whole for report. Members were of opinion that the present arrangement was unsatisfactory, and it was stated that the revenue derived had not been sufficient to meet the cost of maintenance. The chairman said that the settlers in the district had been put to great inconvenience, and it was only fair that some relief should be given them. After further discussion the motion was carried on the voices, and the meeting adjourned until the following week, when the report would be considered. It was also decided that the engineer should furnish a statement of the works in progress, together with an estimate of the probable cost of completing them before the winter set in.: [215, 1283, 310, 1375]
- burberry-coats-heading: Burberry Coats for Women: [25, 569, 90, 576]
- station-cook-sub: STATION COOK'S SUICIDE.: [545, 138, 601, 144]
- body-text: The matter came before the Council on the question of the charges made by the local body, and after considerable discussion it was resolved that the whole question be referred to a committee of the whole for report. Members were of opinion that the present arrangement was unsatisfactory, and it was stated that the revenue derived had not been sufficient to meet the cost of maintenance. The chairman said that the settlers in the district had been put to great inconvenience, and it was only fair that some relief should be given them. After further discussion the motion was carried on the voices, and the meeting adjourned until the following week, when the report would be considered. It was also decided that the engineer should furnish a statement of the works in progress, together with an estimate of the probable cost of completing them before the winter set in.: [215, 2044, 310, 2137]
- kash-sub: Just below Nolan's Auction Mart: [128, 304, 190, 310]
- body-text: The matter came before the Council on the question of the charges made by the local body, and after considerable discussion it was resolved that the whole question be referred to a committee of the whole for report. Members were of opinion that the present arrangement was unsatisfactory, and it was stated that the revenue derived had not been sufficient to meet the cost of maintenance. The chairman said that the settlers in the district had been put to great inconvenience, and it was only fair that some relief should be given them. After further discussion the motion was carried on the voices, and the meeting adjourned until the following week, when the report would be considered. It was also decided that the engineer should furnish a statement of the works in progress, together with an estimate of the probable cost of completing them before the winter set in.: [12, 675, 103, 773]
- rifles-ball-heading: TARANAKI RIFLES' BALL.: [433, 849, 502, 856]
- federal-sub: FEDERAL POLITICS.: [765, 1021, 809, 1027]
- masthead: THE TARANAKI DAILY NEWS, MONDAY, MAY 24, 1909.: [8, 5, 926, 25]
- pig-calf-row: [115, 510, 204, 518]
- tking-name: T. KING AND CO.: [132, 754, 187, 763]
- imperial-heading: IMPERIAL THOUGHTS.: [756, 336, 818, 343]
- fiscal-heading: BRITAIN'S FISCAL POLICY.: [751, 59, 823, 65]
- body-text: The matter came before the Council on the question of the charges made by the local body, and after considerable discussion it was resolved that the whole question be referred to a committee of the whole for report. Members were of opinion that the present arrangement was unsatisfactory, and it was stated that the revenue derived had not been sufficient to meet the cost of maintenance. The chairman said that the settlers in the district had been put to great inconvenience, and it was only fair that some relief should be given them. After further discussion the motion was carried on the voices, and the meeting adjourned until the following week, when the report would be considered. It was also decided that the engineer should furnish a statement of the works in progress, together with an estimate of the probable cost of completing them before the winter set in.: [215, 2418, 310, 2511]
- body-text: The matter came before the Council on the question of the charges made by the local body, and after considerable discussion it was resolved that the whole question be referred to a committee of the whole for report. Members were of opinion that the present arrangement was unsatisfactory, and it was stated that the revenue derived had not been sufficient to meet the cost of maintenance. The chairman said that the settlers in the district had been put to great inconvenience, and it was only fair that some relief should be given them. After further discussion the motion was carried on the voices, and the meeting adjourned until the following week, when the report would be considered. It was also decided that the engineer should furnish a statement of the works in progress, together with an estimate of the probable cost of completing them before the winter set in.: [318, 2109, 411, 2201]
- body-text: The matter came before the Council on the question of the charges made by the local body, and after considerable discussion it was resolved that the whole question be referred to a committee of the whole for report. Members were of opinion that the present arrangement was unsatisfactory, and it was stated that the revenue derived had not been sufficient to meet the cost of maintenance. The chairman said that the settlers in the district had been put to great inconvenience, and it was only fair that some relief should be given them. After further discussion the motion was carried on the voices, and the meeting adjourned until the following week, when the report would be considered. It was also decided that the engineer should furnish a statement of the works in progress, together with an estimate of the probable cost of completing them before the winter set in.: [215, 159, 310, 252]
- body-text: The matter came before the Council on the question of the charges made by the local body, and after considerable discussion it was resolved that the whole question be referred to a committee of the whole for report. Members were of opinion that the present arrangement was unsatisfactory, and it was stated that the revenue derived had not been sufficient to meet the cost of maintenance. The chairman said that the settlers in the district had been put to great inconvenience, and it was only fair that some relief should be given them. After further discussion the motion was carried on the voices, and the meeting adjourned until the following week, when the report would be considered. It was also decided that the engineer should furnish a statement of the works in progress, together with an estimate of the probable cost of completing them before the winter set in.: [215, 1657, 310, 1750]
- body-text: The matter came before the Council on the question of the charges made by the local body, and after considerable discussion it was resolved that the whole question be referred to a committee of the whole for report. Members were of opinion that the present arrangement was unsatisfactory, and it was stated that the revenue derived had not been sufficient to meet the cost of maintenance. The chairman said that the settlers in the district had been put to great inconvenience, and it was only fair that some relief should be given them. After further discussion the motion was carried on the voices, and the meeting adjourned until the following week, when the report would be considered. It was also decided that the engineer should furnish a statement of the works in progress, together with an estimate of the probable cost of completing them before the winter set in.: [215, 2325, 310, 2418]
- cow-horse-row: [115, 557, 204, 565]
- body-text: The matter came before the Council on the question of the charges made by the local body, and after considerable discussion it was resolved that the whole question be referred to a committee of the whole for report. Members were of opinion that the present arrangement was unsatisfactory, and it was stated that the revenue derived had not been sufficient to meet the cost of maintenance. The chairman said that the settlers in the district had been put to great inconvenience, and it was only fair that some relief should be given them. After further discussion the motion was carried on the voices, and the meeting adjourned until the following week, when the report would be considered. It was also decided that the engineer should furnish a statement of the works in progress, together with an estimate of the probable cost of completing them before the winter set in.: [318, 1079, 411, 1172]
- body-text: The matter came before the Council on the question of the charges made by the local body, and after considerable discussion it was resolved that the whole question be referred to a committee of the whole for report. Members were of opinion that the present arrangement was unsatisfactory, and it was stated that the revenue derived had not been sufficient to meet the cost of maintenance. The chairman said that the settlers in the district had been put to great inconvenience, and it was only fair that some relief should be given them. After further discussion the motion was carried on the voices, and the meeting adjourned until the following week, when the report would be considered. It was also decided that the engineer should furnish a statement of the works in progress, together with an estimate of the probable cost of completing them before the winter set in.: [630, 359, 729, 446]
- fourth-page-heading: ON THE FOURTH PAGE: [333, 123, 396, 130]
- body-text: The matter came before the Council on the question of the charges made by the local body, and after considerable discussion it was resolved that the whole question be referred to a committee of the whole for report. Members were of opinion that the present arrangement was unsatisfactory, and it was stated that the revenue derived had not been sufficient to meet the cost of maintenance. The chairman said that the settlers in the district had been put to great inconvenience, and it was only fair that some relief should be given them. After further discussion the motion was carried on the voices, and the meeting adjourned until the following week, when the report would be considered. It was also decided that the engineer should furnish a statement of the works in progress, together with an estimate of the probable cost of completing them before the winter set in.: [318, 705, 411, 798]
- body-text: The matter came before the Council on the question of the charges made by the local body, and after considerable discussion it was resolved that the whole question be referred to a committee of the whole for report. Members were of opinion that the present arrangement was unsatisfactory, and it was stated that the revenue derived had not been sufficient to meet the cost of maintenance. The chairman said that the settlers in the district had been put to great inconvenience, and it was only fair that some relief should be given them. After further discussion the motion was carried on the voices, and the meeting adjourned until the following week, when the report would be considered. It was also decided that the engineer should furnish a statement of the works in progress, together with an estimate of the probable cost of completing them before the winter set in.: [524, 640, 622, 727]
- body-text: The matter came before the Council on the question of the charges made by the local body, and after considerable discussion it was resolved that the whole question be referred to a committee of the whole for report. Members were of opinion that the present arrangement was unsatisfactory, and it was stated that the revenue derived had not been sufficient to meet the cost of maintenance. The chairman said that the settlers in the district had been put to great inconvenience, and it was only fair that some relief should be given them. After further discussion the motion was carried on the voices, and the meeting adjourned until the following week, when the report would be considered. It was also decided that the engineer should furnish a statement of the works in progress, together with an estimate of the probable cost of completing them before the winter set in.: [12, 218, 103, 316]
- correspondence-heading: CORRESPONDENCE.: [439, 1127, 496, 1134]
- body-text: The matter came before the Council on the question of the charges made by the local body, and after considerable discussion it was resolved that the whole question be referred to a committee of the whole for report. Members were of opinion that the present arrangement was unsatisfactory, and it was stated that the revenue derived had not been sufficient to meet the cost of maintenance. The chairman said that the settlers in the district had been put to great inconvenience, and it was only fair that some relief should be given them. After further discussion the motion was carried on the voices, and the meeting adjourned until the following week, when the report would be considered. It was also decided that the engineer should furnish a statement of the works in progress, together with an estimate of the probable cost of completing them before the winter set in.: [215, 1376, 310, 1469]
- body-text: The matter came before the Council on the question of the charges made by the local body, and after considerable discussion it was resolved that the whole question be referred to a committee of the whole for report. Members were of opinion that the present arrangement was unsatisfactory, and it was stated that the revenue derived had not been sufficient to meet the cost of maintenance. The chairman said that the settlers in the district had been put to great inconvenience, and it was only fair that some relief should be given them. After further discussion the motion was carried on the voices, and the meeting adjourned until the following week, when the report would be considered. It was also decided that the engineer should furnish a statement of the works in progress, together with an estimate of the probable cost of completing them before the winter set in.: [524, 1212, 622, 1300]
- body-text: The matter came before the Council on the question of the charges made by the local body, and after considerable discussion it was resolved that the whole question be referred to a committee of the whole for report. Members were of opinion that the present arrangement was unsatisfactory, and it was stated that the revenue derived had not been sufficient to meet the cost of maintenance. The chairman said that the settlers in the district had been put to great inconvenience, and it was only fair that some relief should be given them. After further discussion the motion was carried on the voices, and the meeting adjourned until the following week, when the report would be considered. It was also decided that the engineer should furnish a statement of the works in progress, together with an estimate of the probable cost of completing them before the winter set in.: [418, 1141, 516, 1229]
- cable-heading: CABLE NEWS: [634, 30, 724, 44]
- price-line: 1s 11d: [134, 258, 184, 279]
- body-text: The matter came before the Council on the question of the charges made by the local body, and after considerable discussion it was resolved that the whole question be referred to a committee of the whole for report. Members were of opinion that the present arrangement was unsatisfactory, and it was stated that the revenue derived had not been sufficient to meet the cost of maintenance. The chairman said that the settlers in the district had been put to great inconvenience, and it was only fair that some relief should be given them. After further discussion the motion was carried on the voices, and the meeting adjourned until the following week, when the report would be considered. It was also decided that the engineer should furnish a statement of the works in progress, together with an estimate of the probable cost of completing them before the winter set in.: [630, 737, 729, 825]
- port-line: PORT OF NEW PLYMOUTH.: [21, 44, 94, 49]
- body-text: The matter came before the Council on the question of the charges made by the local body, and after considerable discussion it was resolved that the whole question be referred to a committee of the whole for report. Members were of opinion that the present arrangement was unsatisfactory, and it was stated that the revenue derived had not been sufficient to meet the cost of maintenance. The chairman said that the settlers in the district had been put to great inconvenience, and it was only fair that some relief should be given them. After further discussion the motion was carried on the voices, and the meeting adjourned until the following week, when the report would be considered. It was also decided that the engineer should furnish a statement of the works in progress, together with an estimate of the probable cost of completing them before the winter set in.: [215, 1763, 310, 1856]
- body-text: The matter came before the Council on the question of the charges made by the local body, and after considerable discussion it was resolved that the whole question be referred to a committee of the whole for report. Members were of opinion that the present arrangement was unsatisfactory, and it was stated that the revenue derived had not been sufficient to meet the cost of maintenance. The chairman said that the settlers in the district had been put to great inconvenience, and it was only fair that some relief should be given them. After further discussion the motion was carried on the voices, and the meeting adjourned until the following week, when the report would be considered. It was also decided that the engineer should furnish a statement of the works in progress, together with an estimate of the probable cost of completing them before the winter set in.: [318, 1454, 411, 1546]
- general-cables-heading: GENERAL CABLES.: [761, 735, 813, 742]
- empire-day-heading: EMPIRE DAY.: [661, 629, 698, 636]
- column-editorial: [212, 28, 314, 2511]
- naval-heading: NAVAL AWAKENING.: [651, 59, 707, 65]
- nz-the: THE: [154, 395, 164, 401]
- body-text: The matter came before the Council on the question of the charges made by the local body, and after considerable discussion it was resolved that the whole question be referred to a committee of the whole for report. Members were of opinion that the present arrangement was unsatisfactory, and it was stated that the revenue derived had not been sufficient to meet the cost of maintenance. The chairman said that the settlers in the district had been put to great inconvenience, and it was only fair that some relief should be given them. After further discussion the motion was carried on the voices, and the meeting adjourned until the following week, when the report would be considered. It was also decided that the engineer should furnish a statement of the works in progress, together with an estimate of the probable cost of completing them before the winter set in.: [736, 641, 838, 729]
- divider: [524, 818, 622, 819]
- body-text: The matter came before the Council on the question of the charges made by the local body, and after considerable discussion it was resolved that the whole question be referred to a committee of the whole for report. Members were of opinion that the present arrangement was unsatisfactory, and it was stated that the revenue derived had not been sufficient to meet the cost of maintenance. The chairman said that the settlers in the district had been put to great inconvenience, and it was only fair that some relief should be given them. After further discussion the motion was carried on the voices, and the meeting adjourned until the following week, when the report would be considered. It was also decided that the engineer should furnish a statement of the works in progress, together with an estimate of the probable cost of completing them before the winter set in.: [524, 836, 622, 923]
- body-text: The matter came before the Council on the question of the charges made by the local body, and after considerable discussion it was resolved that the whole question be referred to a committee of the whole for report. Members were of opinion that the present arrangement was unsatisfactory, and it was stated that the revenue derived had not been sufficient to meet the cost of maintenance. The chairman said that the settlers in the district had been put to great inconvenience, and it was only fair that some relief should be given them. After further discussion the motion was carried on the voices, and the meeting adjourned until the following week, when the report would be considered. It was also decided that the engineer should furnish a statement of the works in progress, together with an estimate of the probable cost of completing them before the winter set in.: [418, 1782, 516, 1870]
- flannel-line: FLANNEL UNDERS (pure wool) at 4s 6d, 5s 6d, 6s 6d: [117, 439, 202, 450]
- run-over-sub: RUN OVER BY A CART.: [548, 329, 598, 335]
- best: BEST: [150, 549, 169, 557]
- column-accidents: [521, 28, 626, 1507]
- natural-line: NATURAL WORSTED SINGLETS and PANTS at 6s 6d and 8s 6d: [122, 461, 197, 472]
- column-ads: [107, 28, 212, 1507]
- mothers-heading: 3d MOTHER'S HELP 3d: [20, 946, 95, 954]
- released-heading: RELEASED FROM THE ICE.: [642, 730, 716, 737]
- cable-sub: (By Cable—Press Association—Copyright.): [747, 47, 828, 52]
- therefore-line: Therefore if you want the best see that it is branded: [120, 483, 199, 494]
- job-purchase: JOB PURCHASE: [123, 204, 195, 230]
- explanation-sub: A POSSIBLE EXPLANATION.: [758, 634, 817, 640]
- body-text: The matter came before the Council on the question of the charges made by the local body, and after considerable discussion it was resolved that the whole question be referred to a committee of the whole for report. Members were of opinion that the present arrangement was unsatisfactory, and it was stated that the revenue derived had not been sufficient to meet the cost of maintenance. The chairman said that the settlers in the district had been put to great inconvenience, and it was only fair that some relief should be given them. After further discussion the motion was carried on the voices, and the meeting adjourned until the following week, when the report would be considered. It was also decided that the engineer should furnish a statement of the works in progress, together with an estimate of the probable cost of completing them before the winter set in.: [215, 721, 310, 814]
- divider: [736, 731, 838, 732]
- sailed-heading: SAILED.: [46, 201, 69, 208]
- greiner-ad: [111, 584, 208, 717]
- dockyards-sub: BRITAIN'S DOCKING FACILITIES.: [644, 73, 714, 79]
- arrived-heading: ARRIVED.: [44, 93, 71, 100]
- moon-row: New Moon .. 20 .. 1 12 a.m.: [12, 78, 63, 84]
- body-text: The matter came before the Council on the question of the charges made by the local body, and after considerable discussion it was resolved that the whole question be referred to a committee of the whole for report. Members were of opinion that the present arrangement was unsatisfactory, and it was stated that the revenue derived had not been sufficient to meet the cost of maintenance. The chairman said that the settlers in the district had been put to great inconvenience, and it was only fair that some relief should be given them. After further discussion the motion was carried on the voices, and the meeting adjourned until the following week, when the report would be considered. It was also decided that the engineer should furnish a statement of the works in progress, together with an estimate of the probable cost of completing them before the winter set in.: [524, 443, 622, 531]
- lambswool-line: LAMBSWOOL (colonial) SINGLETS and PANTS at 4s 6d, 6s 6d, 8s 6d: [119, 450, 200, 461]
- body-text: The matter came before the Council on the question of the charges made by the local body, and after considerable discussion it was resolved that the whole question be referred to a committee of the whole for report. Members were of opinion that the present arrangement was unsatisfactory, and it was stated that the revenue derived had not been sufficient to meet the cost of maintenance. The chairman said that the settlers in the district had been put to great inconvenience, and it was only fair that some relief should be given them. After further discussion the motion was carried on the voices, and the meeting adjourned until the following week, when the report would be considered. It was also decided that the engineer should furnish a statement of the works in progress, together with an estimate of the probable cost of completing them before the winter set in.: [736, 432, 838, 520]
- nz-experts: EXPERTS: [143, 413, 175, 422]
- moon-row: Last Quarter .. 13 .. 2 28 a.m.: [12, 71, 65, 77]
- body-text: The matter came before the Council on the question of the charges made by the local body, and after considerable discussion it was resolved that the whole question be referred to a committee of the whole for report. Members were of opinion that the present arrangement was unsatisfactory, and it was stated that the revenue derived had not been sufficient to meet the cost of maintenance. The chairman said that the settlers in the district had been put to great inconvenience, and it was only fair that some relief should be given them. After further discussion the motion was carried on the voices, and the meeting adjourned until the following week, when the report would be considered. It was also decided that the engineer should furnish a statement of the works in progress, together with an estimate of the probable cost of completing them before the winter set in.: [418, 382, 516, 469]
- body-text: The matter came before the Council on the question of the charges made by the local body, and after considerable discussion it was resolved that the whole question be referred to a committee of the whole for report. Members were of opinion that the present arrangement was unsatisfactory, and it was stated that the revenue derived had not been sufficient to meet the cost of maintenance. The chairman said that the settlers in the district had been put to great inconvenience, and it was only fair that some relief should be given them. After further discussion the motion was carried on the voices, and the meeting adjourned until the following week, when the report would be considered. It was also decided that the engineer should furnish a statement of the works in progress, together with an estimate of the probable cost of completing them before the winter set in.: [215, 1001, 310, 1094]
- burworth-sub: BURWORTH ROAD ADJUSTMENT.: [432, 1135, 503, 1141]
- nz-factory: N.Z. CLOTHING FACTORY: [117, 401, 202, 408]
- british-budget-heading: THE BRITISH BUDGET.: [756, 526, 818, 533]
- kash-name: The Kash: [121, 278, 198, 299]
- divider: [524, 622, 622, 623]
- divider: [418, 1123, 516, 1124]
- molasses: DRY MOLASSES FODDER: [117, 525, 201, 533]
- australian-heading: AUSTRALIAN NEWS: [760, 1013, 814, 1020]
- divider: [215, 54, 310, 55]
- commercial-heading: COMMERCIAL.: [658, 831, 700, 838]
- body-text: The matter came before the Council on the question of the charges made by the local body, and after considerable discussion it was resolved that the whole question be referred to a committee of the whole for report. Members were of opinion that the present arrangement was unsatisfactory, and it was stated that the revenue derived had not been sufficient to meet the cost of maintenance. The chairman said that the settlers in the district had been put to great inconvenience, and it was only fair that some relief should be given them. After further discussion the motion was carried on the voices, and the meeting adjourned until the following week, when the report would be considered. It was also decided that the engineer should furnish a statement of the works in progress, together with an estimate of the probable cost of completing them before the winter set in.: [318, 985, 411, 1079]
- body-text: The matter came before the Council on the question of the charges made by the local body, and after considerable discussion it was resolved that the whole question be referred to a committee of the whole for report. Members were of opinion that the present arrangement was unsatisfactory, and it was stated that the revenue derived had not been sufficient to meet the cost of maintenance. The chairman said that the settlers in the district had been put to great inconvenience, and it was only fair that some relief should be given them. After further discussion the motion was carried on the voices, and the meeting adjourned until the following week, when the report would be considered. It was also decided that the engineer should furnish a statement of the works in progress, together with an estimate of the probable cost of completing them before the winter set in.: [318, 1641, 411, 1734]
- cow-food: COW FOOD: [115, 556, 153, 565]
- body-text: The matter came before the Council on the question of the charges made by the local body, and after considerable discussion it was resolved that the whole question be referred to a committee of the whole for report. Members were of opinion that the present arrangement was unsatisfactory, and it was stated that the revenue derived had not been sufficient to meet the cost of maintenance. The chairman said that the settlers in the district had been put to great inconvenience, and it was only fair that some relief should be given them. After further discussion the motion was carried on the voices, and the meeting adjourned until the following week, when the report would be considered. It was also decided that the engineer should furnish a statement of the works in progress, together with an estimate of the probable cost of completing them before the winter set in.: [418, 205, 516, 292]
- body-text: The matter came before the Council on the question of the charges made by the local body, and after considerable discussion it was resolved that the whole question be referred to a committee of the whole for report. Members were of opinion that the present arrangement was unsatisfactory, and it was stated that the revenue derived had not been sufficient to meet the cost of maintenance. The chairman said that the settlers in the district had been put to great inconvenience, and it was only fair that some relief should be given them. After further discussion the motion was carried on the voices, and the meeting adjourned until the following week, when the report would be considered. It was also decided that the engineer should furnish a statement of the works in progress, together with an estimate of the probable cost of completing them before the winter set in.: [215, 1470, 310, 1562]
- body-text: The matter came before the Council on the question of the charges made by the local body, and after considerable discussion it was resolved that the whole question be referred to a committee of the whole for report. Members were of opinion that the present arrangement was unsatisfactory, and it was stated that the revenue derived had not been sufficient to meet the cost of maintenance. The chairman said that the settlers in the district had been put to great inconvenience, and it was only fair that some relief should be given them. After further discussion the motion was carried on the voices, and the meeting adjourned until the following week, when the report would be considered. It was also decided that the engineer should furnish a statement of the works in progress, together with an estimate of the probable cost of completing them before the winter set in.: [318, 2483, 411, 2576]
- drowned-sub: DROWNED IN A WELL.: [549, 44, 597, 49]
- nz-are: ARE: [154, 408, 164, 413]
- body-text: The matter came before the Council on the question of the charges made by the local body, and after considerable discussion it was resolved that the whole question be referred to a committee of the whole for report. Members were of opinion that the present arrangement was unsatisfactory, and it was stated that the revenue derived had not been sufficient to meet the cost of maintenance. The chairman said that the settlers in the district had been put to great inconvenience, and it was only fair that some relief should be given them. After further discussion the motion was carried on the voices, and the meeting adjourned until the following week, when the report would be considered. It was also decided that the engineer should furnish a statement of the works in progress, together with an estimate of the probable cost of completing them before the winter set in.: [215, 534, 310, 627]
- cable-heading: CABLE NEWS: [742, 30, 833, 44]
